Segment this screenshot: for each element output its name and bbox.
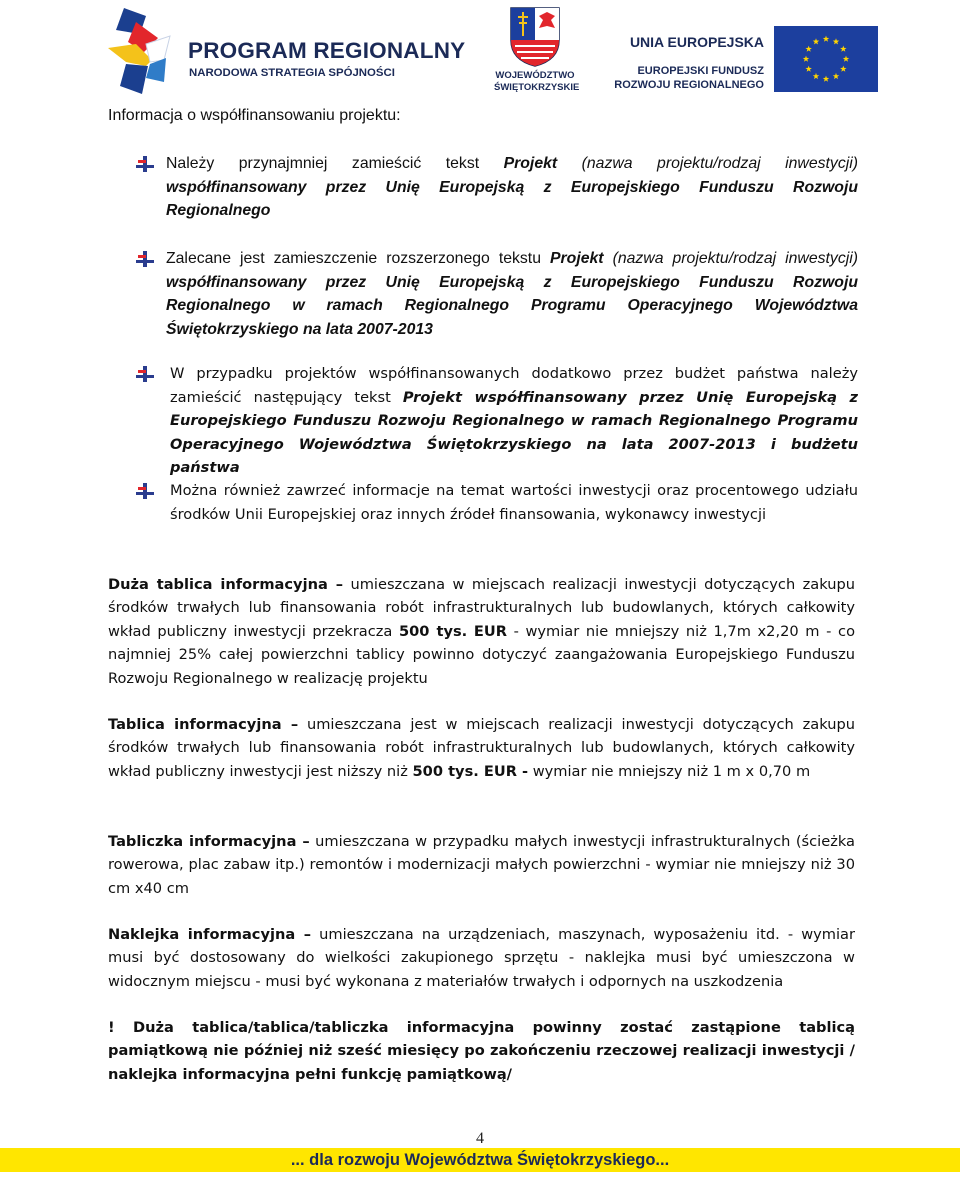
program-subtitle: NARODOWA STRATEGIA SPÓJNOŚCI [189, 67, 395, 79]
paragraph-text: - wymiar nie mniejszy niż 1,7m x2,20 m - co najmniej 25% całej powierzchni tablicy powinno dotyczyć zaangażowania Europejskiego Funduszu Rozwoju Regionalnego w realizację projektu [108, 622, 856, 687]
bullet-italic-part: (nazwa projektu/rodzaj inwestycji) [603, 250, 858, 267]
paragraph-text [467, 623, 474, 640]
program-regionalny-logo [106, 8, 466, 94]
bullet-icon [136, 483, 154, 499]
paragraph-text: umieszczana jest w miejscach realizacji inwestycji dotyczących zakupu środków trwałych lub finansowania robót infrastrukturalnych lub budowlanych, których całkowity wkład publiczny inwestycji jest niższy niż [108, 716, 855, 780]
bullet-icon [136, 366, 154, 382]
bullet-text [166, 152, 858, 223]
eu-logo [614, 26, 878, 96]
eu-flag-icon [774, 26, 878, 92]
paragraph-text: umieszczana na urządzeniach, maszynach, wyposażeniu itd. - wymiar musi być dostosowany do wielkości zakupionego sprzętu - naklejka musi być umieszczona w widocznym miejscu - musi być wykonana z materiałów trwałych i odpornych na uszkodzenia [108, 926, 855, 990]
page-number: 4 [476, 1130, 484, 1147]
intro-heading: Informacja o współfinansowaniu projektu: [108, 107, 401, 124]
bullet-bold-italic-part: współfinansowany przez Unię Europejską z Europejskiego Funduszu Rozwoju Regionalnego w ramach Regionalnego Programu Operacyjnego Województwa Świętokrzyskiego na lata 2007-2013 [166, 273, 858, 338]
paragraph-text: umieszczana w przypadku małych inwestycji infrastrukturalnych (ścieżka rowerowa, plac zabaw itp.) remontów i modernizacji małych powierzchni - wymiar nie mniejszy niż 30 cm x40 cm [108, 833, 856, 897]
paragraph-duza-tablica [108, 573, 855, 690]
paragraph-bold: 500 tys. EUR - [412, 762, 529, 780]
paragraph-tablica [108, 713, 855, 783]
footer-banner: ... dla rozwoju Województwa Świętokrzyskiego... [0, 1148, 960, 1172]
region-name [494, 70, 580, 94]
coat-of-arms-icon [509, 6, 561, 68]
bullet-text [170, 362, 858, 480]
paragraph-text: wymiar nie mniejszy niż 1 m x 0,70 m [528, 762, 811, 780]
eu-title: UNIA EUROPEJSKA [629, 34, 764, 50]
bullet-italic-part: (nazwa projektu/rodzaj inwestycji) [557, 155, 858, 172]
paragraph-bold: EUR [473, 622, 507, 640]
bullet-bold-part: Projekt [550, 250, 604, 267]
bullet-bold-italic-part: współfinansowany przez Unię Europejską z Europejskiego Funduszu Rozwoju Regionalnego [166, 178, 858, 219]
paragraph-lead: Duża tablica informacyjna – [108, 576, 343, 593]
bullet-bold-italic-part: Projekt współfinansowany przez Unię Europejską z Europejskiego Funduszu Rozwoju Regionalnego w ramach Regionalnego Programu Operacyjnego Województwa Świętokrzyskiego na lata 2007-2013 i budżetu państwa [170, 388, 858, 476]
program-title: PROGRAM REGIONALNY [188, 38, 466, 63]
paragraph-lead: Naklejka informacyjna – [108, 926, 312, 943]
bullet-text-part: Zalecane jest zamieszczenie rozszerzonego tekstu [166, 250, 550, 267]
bullet-text-part: W przypadku projektów współfinansowanych dodatkowo przez budżet państwa należy zamieścić następujący tekst [170, 365, 858, 406]
paragraph-note [108, 1016, 855, 1086]
eu-fund-line1: EUROPEJSKI FUNDUSZ [637, 65, 764, 77]
eu-fund-line2: ROZWOJU REGIONALNEGO [614, 79, 764, 91]
paragraph-lead: Tablica informacyjna – [108, 716, 299, 733]
region-name-line1: WOJEWÓDZTWO [495, 70, 575, 81]
bullet-icon [136, 156, 154, 172]
bullet-text-part: Należy przynajmniej zamieścić tekst [166, 155, 504, 172]
bullet-icon [136, 251, 154, 267]
paragraph-tabliczka [108, 830, 855, 900]
wojewodztwo-logo [494, 4, 580, 96]
paragraph-lead: Tabliczka informacyjna – [108, 833, 310, 850]
bullet-text [166, 247, 858, 341]
bullet-text: Można również zawrzeć informacje na temat wartości inwestycji oraz procentowego udziału środków Unii Europejskiej oraz innych źródeł finansowania, wykonawcy inwestycji [170, 482, 858, 523]
paragraph-lead: ! Duża tablica/tablica/tabliczka informacyjna powinny zostać zastąpione tablicą pamiątkową nie później niż sześć miesięcy po zakończeniu rzeczowej realizacji inwestycji / naklejka informacyjna pełni funkcję pamiątkową/ [108, 1019, 855, 1083]
bullet-bold-part: Projekt [503, 155, 558, 172]
program-star-logo-icon [106, 8, 186, 94]
page-header [0, 0, 960, 100]
paragraph-bold: 500 tys. [398, 622, 468, 640]
region-name-line2: ŚWIĘTOKRZYSKIE [494, 82, 580, 93]
paragraph-naklejka [108, 923, 855, 993]
paragraph-text: umieszczana w miejscach realizacji inwestycji dotyczących zakupu środków trwałych lub finansowania robót infrastrukturalnych lub budowlanych, których całkowity wkład publiczny inwestycji przekracza [108, 576, 855, 640]
